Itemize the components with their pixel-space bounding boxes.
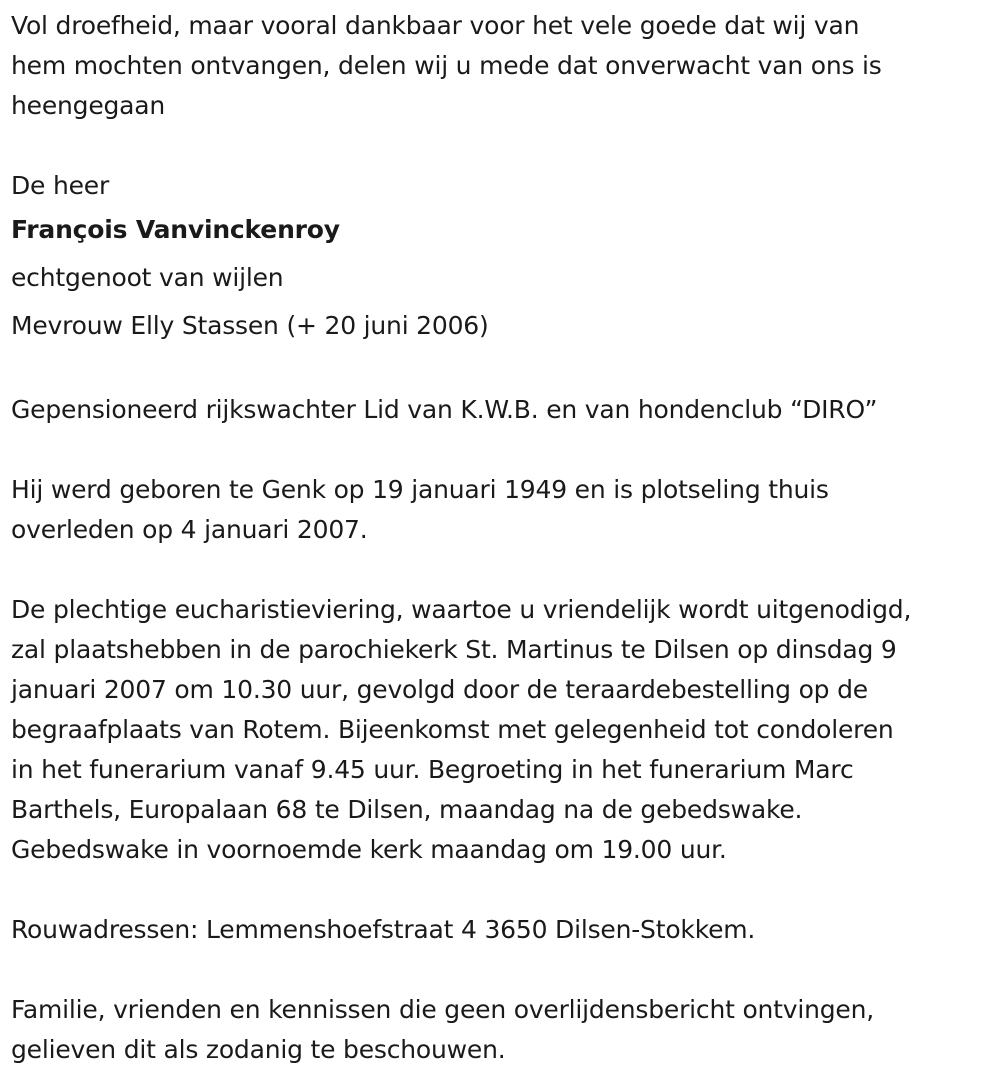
ceremony-paragraph — [11, 590, 996, 870]
spacer — [11, 550, 996, 590]
birth-death-line: overleden op 4 januari 2007. — [11, 515, 368, 544]
salutation: De heer — [11, 171, 110, 200]
intro-line: hem mochten ontvangen, delen wij u mede dat onverwacht van ons is — [11, 51, 882, 80]
birth-death-line: Hij werd geboren te Genk op 19 januari 1949 en is plotseling thuis — [11, 475, 829, 504]
closing-line: Familie, vrienden en kennissen die geen overlijdensbericht ontvingen, — [11, 995, 875, 1024]
ceremony-line: begraafplaats van Rotem. Bijeenkomst met gelegenheid tot condoleren — [11, 715, 894, 744]
ceremony-line: januari 2007 om 10.30 uur, gevolgd door de teraardebestelling op de — [11, 675, 868, 704]
occupation-line: Gepensioneerd rijkswachter Lid van K.W.B. en van hondenclub “DIRO” — [11, 395, 878, 424]
address-line: Rouwadressen: Lemmenshoefstraat 4 3650 Dilsen-Stokkem. — [11, 915, 756, 944]
spacer — [11, 950, 996, 990]
ceremony-line: Gebedswake in voornoemde kerk maandag om 19.00 uur. — [11, 835, 727, 864]
intro-line: Vol droefheid, maar vooral dankbaar voor het vele goede dat wij van — [11, 11, 860, 40]
closing-paragraph — [11, 990, 996, 1070]
spouse-name: Mevrouw Elly Stassen (+ 20 juni 2006) — [11, 311, 489, 340]
ceremony-line: zal plaatshebben in de parochiekerk St. Martinus te Dilsen op dinsdag 9 — [11, 635, 897, 664]
ceremony-line: Barthels, Europalaan 68 te Dilsen, maandag na de gebedswake. — [11, 795, 803, 824]
spacer — [11, 430, 996, 470]
birth-death-paragraph — [11, 470, 996, 550]
ceremony-line: De plechtige eucharistieviering, waartoe u vriendelijk wordt uitgenodigd, — [11, 595, 912, 624]
intro-paragraph — [11, 6, 996, 126]
intro-line: heengegaan — [11, 91, 166, 120]
spacer — [11, 350, 996, 390]
closing-line: gelieven dit als zodanig te beschouwen. — [11, 1035, 506, 1064]
ceremony-line: in het funerarium vanaf 9.45 uur. Begroeting in het funerarium Marc — [11, 755, 854, 784]
spouse-intro: echtgenoot van wijlen — [11, 263, 284, 292]
deceased-name: François Vanvinckenroy — [11, 215, 340, 244]
spacer — [11, 870, 996, 910]
spacer — [11, 126, 996, 166]
obituary-document — [11, 6, 996, 1070]
